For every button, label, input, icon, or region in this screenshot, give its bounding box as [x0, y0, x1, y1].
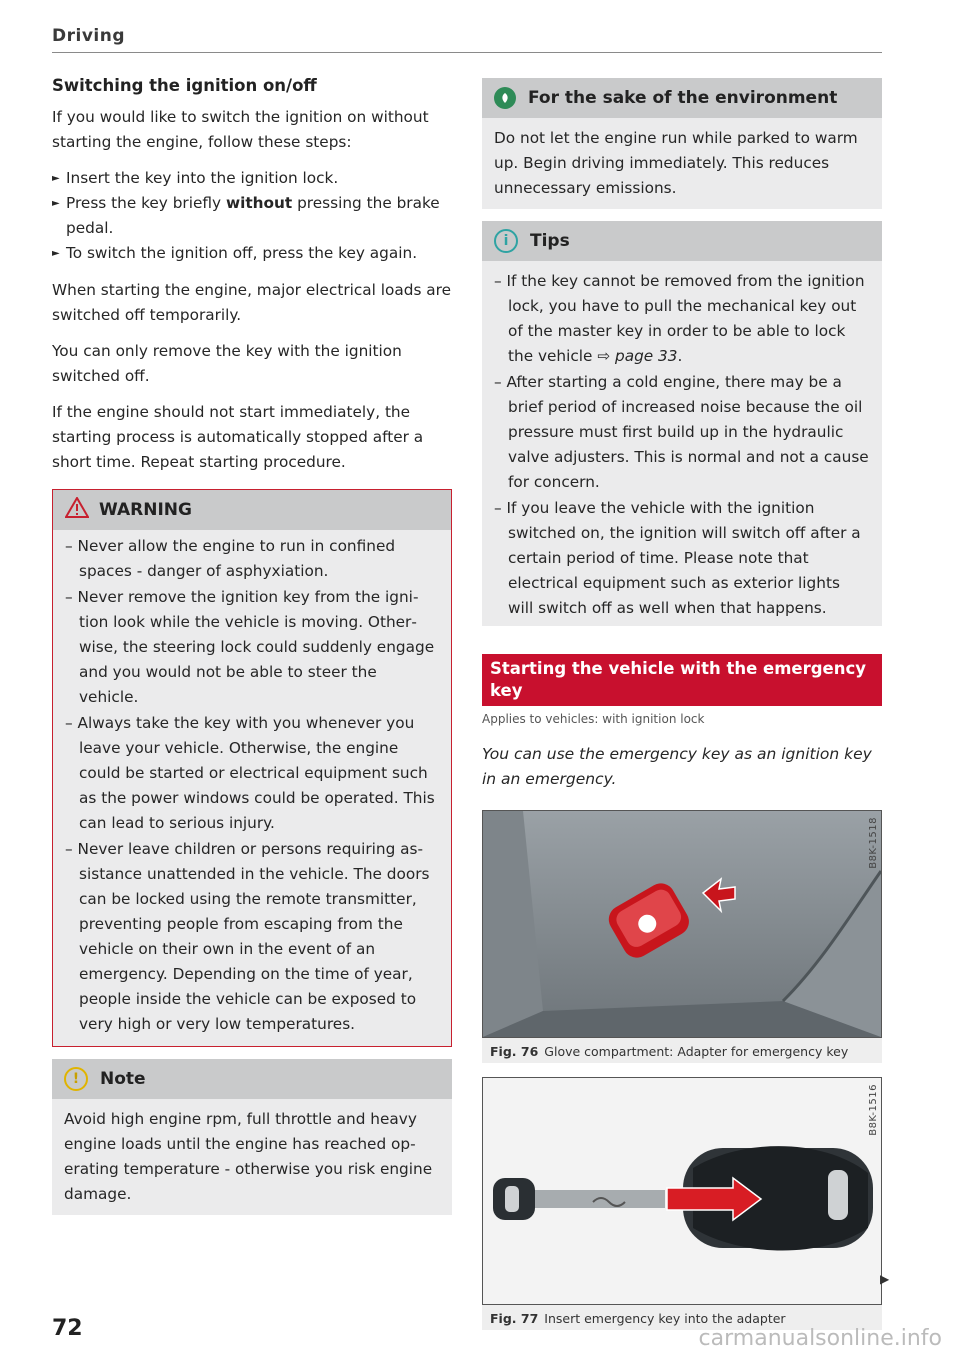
note-body: [52, 1099, 452, 1215]
warning-header: [53, 490, 451, 530]
watermark: carmanualsonline.info: [698, 1326, 942, 1351]
right-column: [482, 78, 882, 1344]
note-title: Note: [100, 1069, 146, 1089]
environment-text: Do not let the engine run while parked to warm up. Begin driving immediately. This reduces unnecessary emissions.: [494, 129, 858, 197]
warning-item: – Never leave children or persons requiring assistance unattended in the vehicle. The doors can be locked using the remote transmitter, preventing people from escaping from the vehicle on their own in the event of an emergency. Depending on the time of year, people inside the vehicle can be exposed to very high or very low temperatures.: [65, 840, 430, 1033]
note-text: Avoid high engine rpm, full throttle and heavy engine loads until the engine has reached operating temperature - otherwise you risk engine damage.: [64, 1110, 433, 1203]
note-box: [52, 1059, 452, 1215]
warning-body: [53, 530, 451, 1046]
tips-list: [494, 269, 870, 621]
bullet-arrow-icon: ►: [52, 198, 60, 209]
figure-glove-compartment: [482, 810, 882, 1038]
bullet-arrow-icon: ►: [52, 248, 60, 259]
tips-body: [482, 261, 882, 626]
warning-box: [52, 489, 452, 1047]
page-reference-link[interactable]: ⇨ page 33: [597, 347, 678, 365]
page-number: 72: [52, 1316, 83, 1341]
figure-insert-key: [482, 1077, 882, 1305]
header-rule: [52, 52, 882, 53]
left-column: [52, 76, 452, 1215]
figure-code: B8K-1516: [868, 1084, 879, 1136]
warning-item: – Never remove the ignition key from the ignition look while the vehicle is moving. Otherwise, the steering lock could suddenly engage and you would not be able to steer the vehicle.: [65, 588, 435, 706]
bullet-arrow-icon: ►: [52, 173, 60, 184]
warning-item: – Never allow the engine to run in confined spaces - danger of asphyxiation.: [65, 537, 396, 580]
ignition-intro: If you would like to switch the ignition on without starting the engine, follow these steps:: [52, 108, 429, 151]
step-item: ► To switch the ignition off, press the key again.: [52, 241, 452, 266]
figure-caption: Fig. 76 Glove compartment: Adapter for emergency key: [482, 1038, 882, 1063]
environment-box: [482, 78, 882, 209]
figure-caption: Fig. 77 Insert emergency key into the adapter: [482, 1305, 882, 1330]
exclamation-icon: !: [64, 1067, 88, 1091]
ignition-heading: Switching the ignition on/off: [52, 76, 317, 95]
warning-list: [65, 534, 439, 1037]
tips-title: Tips: [530, 231, 570, 251]
section-banner: Starting the vehicle with the emergency key: [482, 654, 882, 706]
tips-box: [482, 221, 882, 626]
tip-item: – If the key cannot be removed from the ignition lock, you have to pull the mechanical key out of the master key in order to be able to lock the vehicle ⇨ page 33.: [494, 272, 865, 365]
environment-header: [482, 78, 882, 118]
info-icon: i: [494, 229, 518, 253]
emergency-key-illustration: [483, 1078, 881, 1304]
glove-compartment-illustration: [483, 811, 881, 1037]
paragraph: If the engine should not start immediately, the starting process is automatically stopped after a short time. Repeat starting procedure.: [52, 403, 424, 471]
paragraph: You can only remove the key with the ignition switched off.: [52, 342, 402, 385]
tips-header: [482, 221, 882, 261]
tip-item: – If you leave the vehicle with the ignition switched on, the ignition will switch off after a certain period of time. Please note that electrical equipment such as exterior lights will switch off as well when that happens.: [494, 499, 861, 617]
section-header: Driving: [52, 26, 126, 46]
section-intro: You can use the emergency key as an ignition key in an emergency.: [482, 745, 872, 788]
ignition-steps: [52, 166, 452, 266]
environment-title: For the sake of the environment: [528, 88, 838, 108]
warning-title: WARNING: [99, 500, 192, 520]
applies-to: Applies to vehicles: with ignition lock: [482, 712, 705, 726]
continue-triangle-icon: ▶: [880, 1272, 890, 1286]
warning-item: – Always take the key with you whenever you leave your vehicle. Otherwise, the engine could be started or electrical equipment such as the power windows could be operated. This can lead to serious injury.: [65, 714, 435, 832]
paragraph: When starting the engine, major electrical loads are switched off temporarily.: [52, 281, 452, 324]
leaf-icon: [494, 87, 516, 109]
tip-item: – After starting a cold engine, there may be a brief period of increased noise because the oil pressure must first build up in the hydraulic valve adjusters. This is normal and not a cause for concern.: [494, 373, 869, 491]
environment-body: [482, 118, 882, 209]
note-header: [52, 1059, 452, 1099]
step-item: ► Press the key briefly without pressing the brake pedal.: [52, 191, 452, 241]
warning-triangle-icon: [65, 497, 89, 523]
step-item: ► Insert the key into the ignition lock.: [52, 166, 452, 191]
figure-code: B8K-1518: [868, 817, 879, 869]
